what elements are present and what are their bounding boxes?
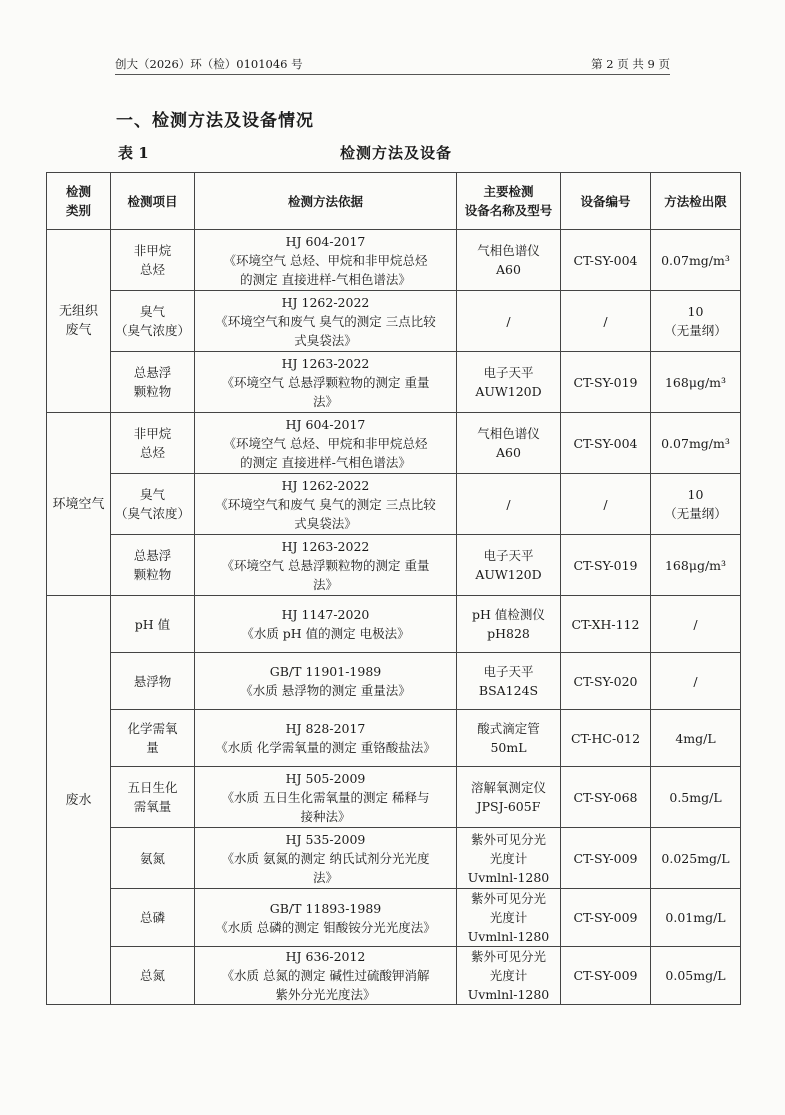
category-cell (47, 596, 111, 1005)
table-row (47, 352, 741, 413)
equipment-line: 紫外可见分光 (470, 891, 546, 906)
method-line: HJ 1262-2022 (281, 477, 370, 493)
item-line: 颗粒物 (133, 384, 172, 399)
method-cell (195, 291, 457, 352)
table-label: 表 1 (118, 144, 149, 162)
limit-cell (651, 230, 741, 291)
category-cell (47, 230, 111, 413)
table-row (47, 889, 741, 947)
limit-line: （无量纲） (664, 323, 727, 338)
header-category-line: 类别 (65, 203, 91, 218)
category-line: 废气 (65, 323, 92, 338)
method-cell (195, 413, 457, 474)
category-line: 废水 (65, 792, 92, 808)
item-line: 五日生化 (127, 780, 178, 795)
method-line: 《水质 化学需氧量的测定 重铬酸盐法》 (215, 740, 436, 755)
equipment-line: / (506, 496, 511, 512)
equipment-no-cell: CT-SY-009 (561, 947, 651, 1005)
method-line: HJ 636-2012 (285, 949, 366, 964)
method-cell (195, 352, 457, 413)
equipment-cell (457, 889, 561, 947)
header-equipment-line: 设备名称及型号 (464, 203, 553, 218)
header-equipment-line: 主要检测 (483, 184, 534, 199)
equipment-line: pH828 (487, 626, 530, 641)
report-number: 创大（2026）环（检）0101046 号 (115, 57, 303, 71)
method-cell (195, 889, 457, 947)
item-line: pH 值 (134, 616, 171, 632)
table-row (47, 767, 741, 828)
item-line: （臭气浓度） (114, 323, 190, 338)
limit-line: 10 (687, 304, 704, 319)
equipment-no-cell: CT-SY-019 (561, 535, 651, 596)
method-line: 的测定 直接进样-气相色谱法》 (240, 271, 411, 287)
limit-cell (651, 474, 741, 535)
method-line: 《水质 pH 值的测定 电极法》 (241, 626, 410, 641)
method-line: GB/T 11893-1989 (269, 900, 382, 916)
limit-cell (651, 291, 741, 352)
method-line: 《环境空气 总悬浮颗粒物的测定 重量 (221, 374, 430, 390)
table-row (47, 413, 741, 474)
equipment-cell (457, 596, 561, 653)
header-equipment (457, 173, 561, 230)
item-line: 臭气 (139, 487, 165, 502)
item-cell (111, 653, 195, 710)
method-line: 《水质 五日生化需氧量的测定 稀释与 (221, 789, 430, 805)
table-row (47, 828, 741, 889)
header-item: 检测项目 (111, 173, 195, 230)
equipment-line: AUW120D (475, 384, 542, 399)
limit-line: / (693, 616, 698, 632)
item-line: 非甲烷 (133, 426, 172, 441)
equipment-no-cell: CT-SY-020 (561, 653, 651, 710)
category-line: 环境空气 (52, 496, 105, 512)
limit-line: 0.025mg/L (661, 850, 730, 866)
method-line: 《环境空气和废气 臭气的测定 三点比较 (215, 496, 436, 512)
method-cell (195, 947, 457, 1005)
item-cell (111, 413, 195, 474)
equipment-line: 光度计 (489, 850, 528, 866)
method-line: HJ 604-2017 (285, 233, 366, 249)
equipment-cell (457, 535, 561, 596)
method-line: 《水质 氨氮的测定 纳氏试剂分光光度 (221, 850, 430, 866)
method-line: HJ 1263-2022 (281, 355, 370, 371)
table-row (47, 947, 741, 1005)
equipment-cell (457, 474, 561, 535)
equipment-no-cell: / (561, 291, 651, 352)
item-line: 悬浮物 (133, 673, 172, 689)
item-cell (111, 889, 195, 947)
item-line: 臭气 (139, 304, 165, 319)
header-limit: 方法检出限 (651, 173, 741, 230)
item-cell (111, 230, 195, 291)
equipment-line: 光度计 (489, 968, 528, 983)
method-line: 《水质 悬浮物的测定 重量法》 (240, 683, 411, 698)
table-row (47, 230, 741, 291)
item-cell (111, 352, 195, 413)
equipment-cell (457, 413, 561, 474)
table-row (47, 596, 741, 653)
equipment-line: 电子天平 (483, 664, 534, 679)
limit-cell (651, 596, 741, 653)
equipment-line: 酸式滴定管 (477, 721, 540, 736)
item-cell (111, 828, 195, 889)
item-cell (111, 535, 195, 596)
method-line: 《水质 总氮的测定 碱性过硫酸钾消解 (221, 968, 430, 983)
method-line: HJ 1263-2022 (281, 538, 370, 554)
limit-cell (651, 947, 741, 1005)
limit-line: 0.07mg/m³ (661, 435, 730, 451)
method-cell (195, 710, 457, 767)
method-line: 《环境空气 总烃、甲烷和非甲烷总烃 (223, 435, 428, 451)
equipment-line: JPSJ-605F (476, 799, 541, 814)
limit-line: 0.01mg/L (665, 910, 726, 925)
equipment-line: Uvmlnl-1280 (467, 869, 550, 885)
limit-cell (651, 653, 741, 710)
method-line: 的测定 直接进样-气相色谱法》 (240, 454, 411, 470)
limit-line: 0.07mg/m³ (661, 252, 730, 268)
page-header (115, 54, 670, 75)
limit-cell (651, 828, 741, 889)
method-cell (195, 230, 457, 291)
equipment-no-cell: CT-SY-009 (561, 889, 651, 947)
header-method: 检测方法依据 (195, 173, 457, 230)
table-row (47, 653, 741, 710)
equipment-cell (457, 767, 561, 828)
table-caption: 检测方法及设备 (340, 144, 453, 162)
method-line: 式臭袋法》 (294, 515, 357, 531)
header-category (47, 173, 111, 230)
item-line: 氨氮 (139, 850, 165, 866)
item-line: 颗粒物 (133, 567, 172, 582)
limit-cell (651, 535, 741, 596)
category-line: 无组织 (58, 304, 98, 319)
equipment-line: 气相色谱仪 (477, 243, 540, 258)
equipment-line: Uvmlnl-1280 (467, 987, 550, 1002)
equipment-line: pH 值检测仪 (472, 607, 545, 622)
table-row (47, 291, 741, 352)
method-cell (195, 474, 457, 535)
equipment-no-cell: CT-SY-009 (561, 828, 651, 889)
method-line: 式臭袋法》 (294, 332, 357, 348)
limit-cell (651, 710, 741, 767)
item-cell (111, 947, 195, 1005)
equipment-cell (457, 230, 561, 291)
item-line: 非甲烷 (133, 243, 172, 258)
equipment-line: 紫外可见分光 (470, 831, 546, 847)
equipment-line: 光度计 (489, 910, 528, 925)
limit-line: 10 (687, 487, 704, 502)
equipment-cell (457, 828, 561, 889)
limit-line: 168μg/m³ (664, 557, 727, 573)
table-body (47, 230, 741, 1005)
limit-line: 0.05mg/L (665, 968, 726, 983)
equipment-no-cell: / (561, 474, 651, 535)
equipment-cell (457, 653, 561, 710)
method-line: 《水质 总磷的测定 钼酸铵分光光度法》 (215, 919, 436, 935)
method-cell (195, 596, 457, 653)
header-category-line: 检测 (65, 184, 91, 199)
equipment-line: 紫外可见分光 (470, 949, 546, 964)
equipment-no-cell: CT-SY-068 (561, 767, 651, 828)
method-line: HJ 535-2009 (285, 831, 366, 847)
table-row (47, 710, 741, 767)
method-cell (195, 828, 457, 889)
equipment-line: BSA124S (478, 683, 539, 698)
item-line: 量 (146, 740, 159, 755)
section-title: 一、检测方法及设备情况 (116, 111, 314, 131)
item-line: 总磷 (139, 910, 165, 925)
equipment-no-cell: CT-SY-019 (561, 352, 651, 413)
equipment-line: 溶解氧测定仪 (470, 780, 546, 795)
limit-cell (651, 767, 741, 828)
item-cell (111, 710, 195, 767)
item-cell (111, 474, 195, 535)
equipment-line: 电子天平 (483, 365, 534, 380)
item-line: 化学需氧 (127, 721, 178, 736)
equipment-line: A60 (496, 445, 521, 460)
item-line: 需氧量 (133, 799, 172, 814)
equipment-no-cell: CT-SY-004 (561, 230, 651, 291)
item-line: 总烃 (139, 262, 165, 277)
table-row (47, 474, 741, 535)
method-line: 《环境空气 总悬浮颗粒物的测定 重量 (221, 557, 430, 573)
equipment-line: Uvmlnl-1280 (467, 929, 550, 944)
method-line: HJ 604-2017 (285, 416, 366, 432)
limit-line: / (693, 673, 698, 689)
equipment-line: 气相色谱仪 (477, 426, 540, 441)
item-line: 总悬浮 (133, 365, 172, 380)
limit-line: 168μg/m³ (664, 374, 727, 390)
method-line: 法》 (312, 576, 338, 592)
category-cell (47, 413, 111, 596)
method-line: 法》 (312, 869, 338, 885)
equipment-no-cell: CT-SY-004 (561, 413, 651, 474)
equipment-line: AUW120D (475, 567, 542, 582)
method-line: 《环境空气和废气 臭气的测定 三点比较 (215, 313, 436, 329)
item-line: 总悬浮 (133, 548, 172, 563)
method-line: HJ 828-2017 (285, 721, 366, 736)
method-line: HJ 505-2009 (285, 770, 366, 786)
method-line: 紫外分光光度法》 (275, 987, 376, 1002)
equipment-cell (457, 352, 561, 413)
equipment-no-cell: CT-HC-012 (561, 710, 651, 767)
header-equipment-no: 设备编号 (561, 173, 651, 230)
method-line: GB/T 11901-1989 (269, 664, 382, 679)
method-cell (195, 767, 457, 828)
item-line: 总烃 (139, 445, 165, 460)
method-cell (195, 535, 457, 596)
method-line: 《环境空气 总烃、甲烷和非甲烷总烃 (223, 252, 428, 268)
item-cell (111, 767, 195, 828)
limit-line: （无量纲） (664, 506, 727, 521)
equipment-line: A60 (496, 262, 521, 277)
item-line: （臭气浓度） (114, 506, 190, 521)
equipment-line: 电子天平 (483, 548, 534, 563)
limit-line: 4mg/L (675, 730, 716, 746)
method-line: HJ 1262-2022 (281, 294, 370, 310)
method-line: HJ 1147-2020 (281, 607, 370, 622)
equipment-cell (457, 710, 561, 767)
limit-cell (651, 889, 741, 947)
item-cell (111, 596, 195, 653)
method-cell (195, 653, 457, 710)
item-cell (111, 291, 195, 352)
limit-line: 0.5mg/L (669, 789, 722, 805)
table-row (47, 535, 741, 596)
equipment-no-cell: CT-XH-112 (561, 596, 651, 653)
limit-cell (651, 413, 741, 474)
equipment-cell (457, 947, 561, 1005)
equipment-cell (457, 291, 561, 352)
limit-cell (651, 352, 741, 413)
equipment-line: 50mL (490, 740, 527, 755)
table-header-row (47, 173, 741, 230)
method-line: 法》 (312, 393, 338, 409)
page-number: 第 2 页 共 9 页 (591, 57, 670, 71)
item-line: 总氮 (139, 968, 165, 983)
method-line: 接种法》 (300, 808, 351, 824)
methods-table (46, 172, 741, 1005)
equipment-line: / (506, 313, 511, 329)
